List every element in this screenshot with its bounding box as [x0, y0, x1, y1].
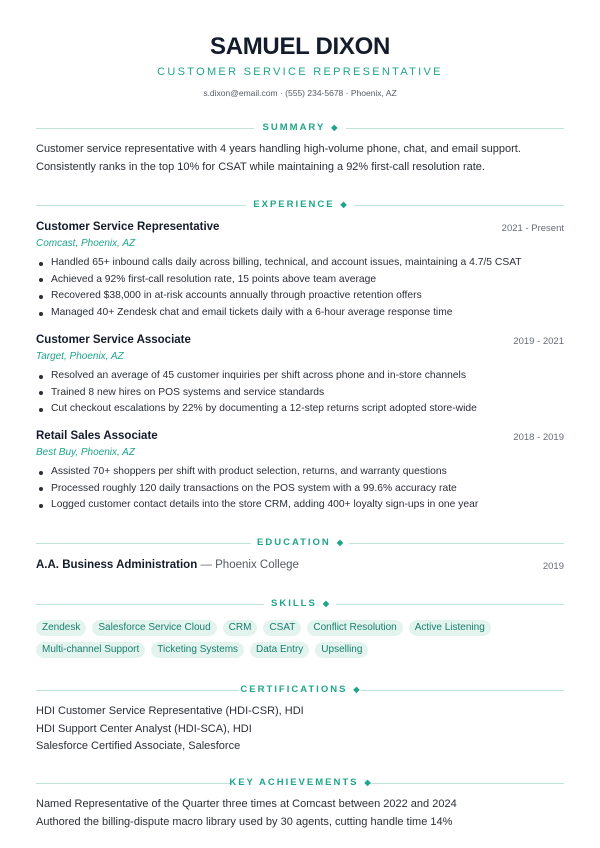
bullet-item: Achieved a 92% first-call resolution rate, 15 points above team average — [36, 272, 566, 289]
section-title: EDUCATION — [257, 537, 331, 548]
candidate-name: SAMUEL DIXON — [210, 33, 390, 60]
degree: A.A. Business Administration — [36, 559, 198, 571]
section-title: EXPERIENCE — [253, 199, 335, 210]
section-title: CERTIFICATIONS — [240, 684, 348, 695]
certification-item: HDI Customer Service Representative (HDI-CSR), HDI — [36, 705, 304, 717]
skill-chip: Data Entry — [250, 642, 309, 658]
job-dates: 2019 - 2021 — [513, 336, 564, 347]
job-title: Customer Service Associate — [36, 334, 191, 346]
bullet-item: Logged customer contact details into the store CRM, adding 400+ loyalty sign-ups in one year — [36, 497, 566, 514]
diamond-icon: ◆ — [336, 538, 343, 547]
bullet-item: Resolved an average of 45 customer inquiries per shift across phone and in-store channels — [36, 368, 566, 385]
bullet-item: Processed roughly 120 daily transactions on the POS system with a 99.6% accuracy rate — [36, 481, 566, 498]
skill-chip: Zendesk — [36, 620, 86, 636]
skills-list — [36, 620, 566, 664]
school: Phoenix College — [215, 559, 299, 571]
job-company: Best Buy, Phoenix, AZ — [36, 447, 135, 458]
skill-chip: Conflict Resolution — [307, 620, 402, 636]
achievements-list — [36, 796, 566, 831]
diamond-icon: ◆ — [322, 599, 329, 608]
diamond-icon: ◆ — [353, 685, 360, 694]
certification-item: Salesforce Certified Associate, Salesforce — [36, 740, 241, 752]
bullet-item: Cut checkout escalations by 22% by documenting a 12-step returns script adopted store-wide — [36, 401, 566, 418]
diamond-icon: ◆ — [331, 123, 338, 132]
job-title: Customer Service Representative — [36, 221, 220, 233]
skill-chip: Active Listening — [409, 620, 491, 636]
diamond-icon: ◆ — [340, 200, 347, 209]
diamond-icon: ◆ — [364, 778, 371, 787]
experience-heading — [36, 199, 564, 211]
summary-text — [36, 141, 566, 176]
skill-chip: Salesforce Service Cloud — [92, 620, 216, 636]
certifications-heading — [36, 684, 564, 696]
job-title: Retail Sales Associate — [36, 430, 158, 442]
skills-row — [36, 642, 566, 658]
job-company: Comcast, Phoenix, AZ — [36, 238, 136, 249]
achievement-item: Authored the billing-dispute macro library used by 30 agents, cutting handle time 14% — [36, 815, 453, 828]
skills-heading — [36, 598, 564, 610]
job-bullets — [36, 255, 566, 322]
education-entry — [36, 559, 299, 571]
education-heading — [36, 537, 564, 549]
section-title: KEY ACHIEVEMENTS — [229, 777, 359, 788]
bullet-item: Trained 8 new hires on POS systems and service standards — [36, 385, 566, 402]
skill-chip: Multi-channel Support — [36, 642, 145, 658]
summary-line: Customer service representative with 4 years handling high-volume phone, chat, and email support. — [36, 143, 521, 155]
bullet-item: Managed 40+ Zendesk chat and email tickets daily with a 6-hour average response time — [36, 305, 566, 322]
skills-row — [36, 620, 566, 636]
job-dates: 2018 - 2019 — [513, 432, 564, 443]
separator: — — [197, 559, 216, 571]
achievement-item: Named Representative of the Quarter three times at Comcast between 2022 and 2024 — [36, 798, 457, 810]
skill-chip: CSAT — [263, 620, 301, 636]
section-title: SUMMARY — [262, 122, 326, 133]
job-bullets — [36, 368, 566, 418]
bullet-item: Assisted 70+ shoppers per shift with product selection, returns, and warranty questions — [36, 464, 566, 481]
skill-chip: CRM — [223, 620, 258, 636]
education-year: 2019 — [542, 561, 564, 572]
contact-line: s.dixon@email.com · (555) 234-5678 · Phoenix, AZ — [203, 88, 397, 98]
bullet-item: Recovered $38,000 in at-risk accounts annually through proactive retention offers — [36, 288, 566, 305]
job-dates: 2021 - Present — [501, 223, 564, 234]
achievements-heading — [36, 777, 564, 789]
certification-item: HDI Support Center Analyst (HDI-SCA), HDI — [36, 722, 252, 735]
section-title: SKILLS — [271, 598, 317, 609]
bullet-item: Handled 65+ inbound calls daily across billing, technical, and account issues, maintaining a 4.7/5 CSAT — [36, 255, 566, 272]
job-bullets — [36, 464, 566, 514]
summary-heading — [36, 122, 564, 134]
job-company: Target, Phoenix, AZ — [36, 351, 124, 362]
summary-line: Consistently ranks in the top 10% for CSAT while maintaining a 92% first-call resolution rate. — [36, 160, 485, 173]
certifications-list — [36, 703, 566, 756]
skill-chip: Upselling — [315, 642, 368, 658]
candidate-title: CUSTOMER SERVICE REPRESENTATIVE — [157, 66, 443, 78]
skill-chip: Ticketing Systems — [151, 642, 244, 658]
